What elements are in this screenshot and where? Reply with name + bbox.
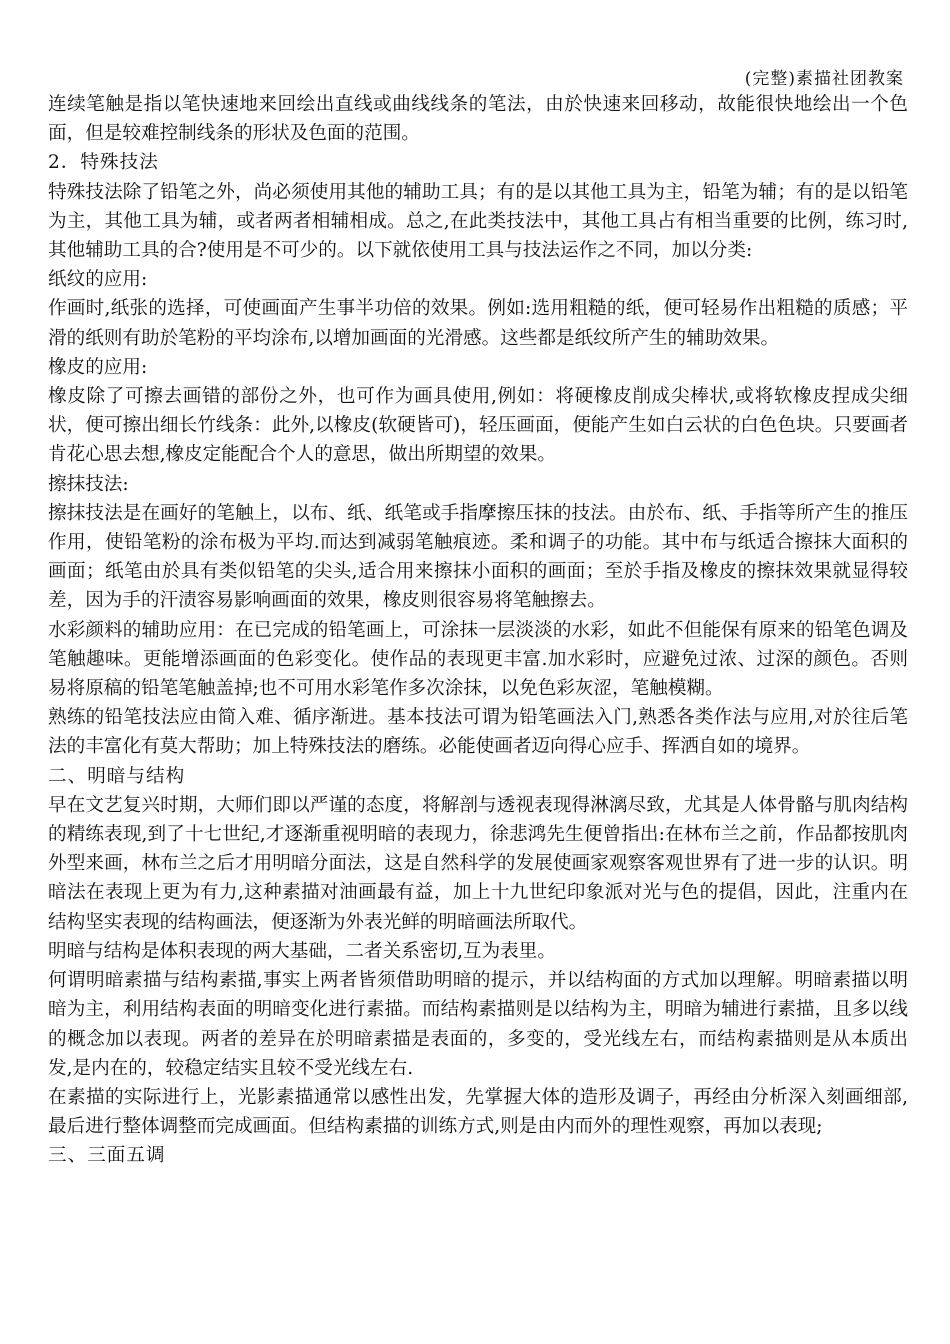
section-heading-light-structure: 二、明暗与结构 xyxy=(48,765,186,787)
paragraph-practice: 熟练的铅笔技法应由简入难、循序渐进。基本技法可谓为铅笔画法入门,熟悉各类作法与应用,对於往后笔法的丰富化有莫大帮助；加上特殊技法的磨练。必能使画者迈向得心应手、挥洒自如的境界。 xyxy=(48,707,908,758)
paragraph-practice-process: 在素描的实际进行上，光影素描通常以感性出发，先掌握大体的造形及调子，再经由分析深入刻画细部,最后进行整体调整而完成画面。但结构素描的训练方式,则是由内而外的理性观察，再加以表现; xyxy=(48,1086,908,1138)
section-heading-three-planes-five-tones: 三、三面五调 xyxy=(48,1145,166,1167)
paragraph-watercolor: 水彩颜料的辅助应用：在已完成的铅笔画上，可涂抹一层淡淡的水彩，如此不但能保有原来的铅笔色调及笔触趣味。更能增添画面的色彩变化。使作品的表现更丰富.加水彩时，应避免过浓、过深的颜色。否则易将原稿的铅笔笔触盖掉;也不可用水彩笔作多次涂抹，以免色彩灰涩，笔触模糊。 xyxy=(48,619,908,700)
paragraph-special-techniques: 特殊技法除了铅笔之外，尚必须使用其他的辅助工具；有的是以其他工具为主，铅笔为辅；有的是以铅笔为主，其他工具为辅，或者两者相辅相成。总之,在此类技法中，其他工具占有相当重要的比例，练习时,其他辅助工具的合?使用是不可少的。以下就依使用工具与技法运作之不同，加以分类: xyxy=(48,181,908,262)
paragraph-renaissance: 早在文艺复兴时期，大师们即以严谨的态度，将解剖与透视表现得淋漓尽致，尤其是人体骨骼与肌肉结构的精练表现,到了十七世纪,才逐渐重视明暗的表现力，徐悲鸿先生便曾指出:在林布兰之前，作品都按肌肉外型来画，林布兰之后才用明暗分面法，这是自然科学的发展使画家观察客观世界有了进一步的认识。明暗法在表现上更为有力,这种素描对油画最有益，加上十九世纪印象派对光与色的提倡，因此，注重内在结构坚实表现的结构画法，便逐渐为外表光鲜的明暗画法所取代。 xyxy=(48,794,908,933)
subheading-smudging: 擦抹技法: xyxy=(48,473,129,495)
paragraph-continuous-stroke: 连续笔触是指以笔快速地来回绘出直线或曲线线条的笔法，由於快速来回移动，故能很快地绘出一个色面，但是较难控制线条的形状及色面的范围。 xyxy=(48,94,908,145)
paragraph-definitions: 何谓明暗素描与结构素描,事实上两者皆须借助明暗的提示，并以结构面的方式加以理解。明暗素描以明暗为主，利用结构表面的明暗变化进行素描。而结构素描则是以结构为主，明暗为辅进行素描，且多以线的概念加以表现。两者的差异在於明暗素描是表面的，多变的，受光线左右，而结构素描则是从本质出发,是内在的，较稳定结实且较不受光线左右. xyxy=(48,970,908,1079)
section-heading-special-techniques: 2．特殊技法 xyxy=(48,152,159,174)
paragraph-eraser: 橡皮除了可擦去画错的部份之外，也可作为画具使用,例如：将硬橡皮削成尖棒状,或将软橡皮捏成尖细状，便可擦出细长竹线条：此外,以橡皮(软硬皆可)，轻压画面，便能产生如白云状的白色色块。只要画者肯花心思去想,橡皮定能配合个人的意思，做出所期望的效果。 xyxy=(48,386,908,466)
document-header-title: (完整)素描社团教案 xyxy=(744,69,904,89)
paragraph-smudging: 擦抹技法是在画好的笔触上，以布、纸、纸笔或手指摩擦压抹的技法。由於布、纸、手指等所产生的推压作用，使铅笔粉的涂布极为平均.而达到减弱笔触痕迹。柔和调子的功能。其中布与纸适合擦抹大面积的画面；纸笔由於具有类似铅笔的尖头,适合用来擦抹小面积的画面；至於手指及橡皮的擦抹效果就显得较差，因为手的汗渍容易影响画面的效果，橡皮则很容易将笔触擦去。 xyxy=(48,502,908,612)
document-body xyxy=(48,90,908,1171)
paragraph-paper-texture: 作画时,纸张的选择，可使画面产生事半功倍的效果。例如:选用粗糙的纸，便可轻易作出粗糙的质感；平滑的纸则有助於笔粉的平均涂布,以增加画面的光滑感。这些都是纸纹所产生的辅助效果。 xyxy=(48,298,908,349)
subheading-paper-texture: 纸纹的应用: xyxy=(48,269,148,291)
subheading-eraser: 橡皮的应用: xyxy=(48,356,148,378)
paragraph-two-foundations: 明暗与结构是体积表现的两大基础，二者关系密切,互为表里。 xyxy=(48,940,556,962)
